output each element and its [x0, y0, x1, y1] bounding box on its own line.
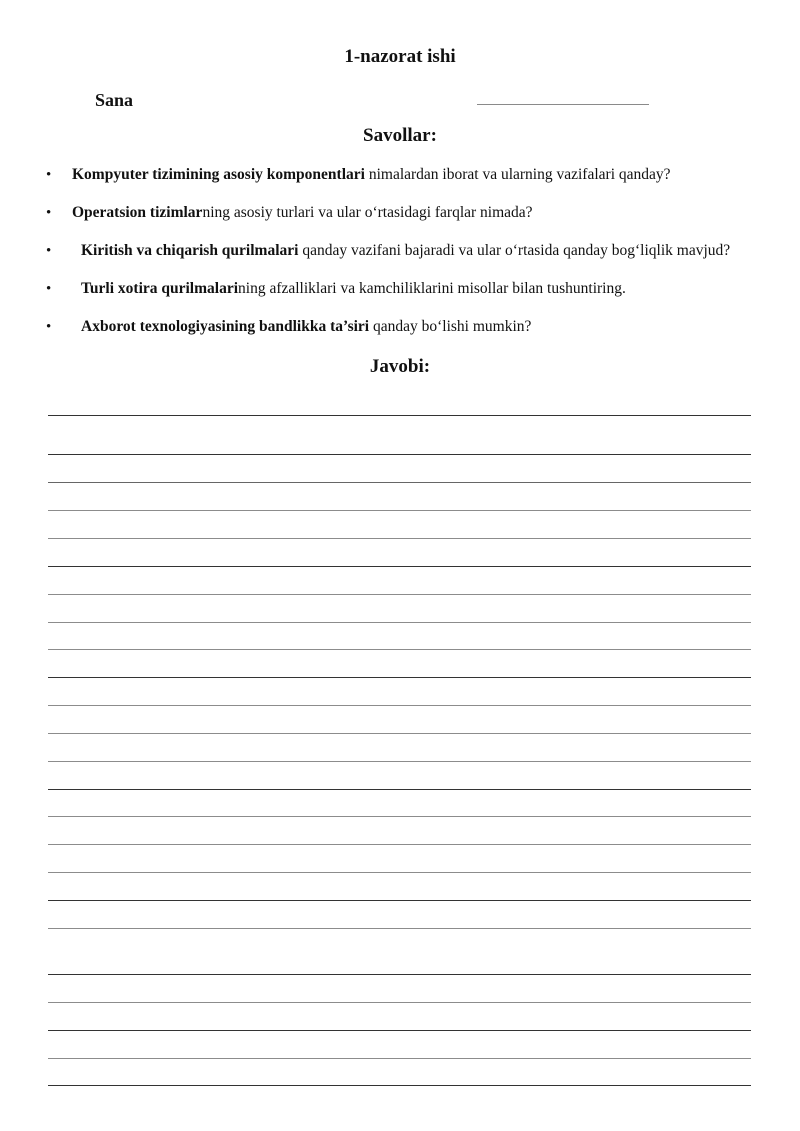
- question-rest: qanday vazifani bajaradi va ular o‘rtasida qanday bog‘liqlik mavjud?: [298, 242, 731, 259]
- question-item: [0, 164, 800, 202]
- bullet-icon: •: [46, 167, 52, 183]
- answer-line[interactable]: [48, 872, 751, 873]
- answer-line[interactable]: [48, 733, 751, 734]
- bullet-icon: •: [46, 281, 52, 297]
- answer-line[interactable]: [48, 566, 751, 567]
- answer-line[interactable]: [48, 1058, 751, 1059]
- answer-line[interactable]: [48, 649, 751, 650]
- bullet-icon: •: [46, 243, 52, 259]
- answer-line[interactable]: [48, 1002, 751, 1003]
- question-text: [81, 316, 531, 338]
- question-text: [81, 278, 626, 300]
- answer-line[interactable]: [48, 816, 751, 817]
- answer-line[interactable]: [48, 928, 751, 929]
- answer-line[interactable]: [48, 705, 751, 706]
- question-item: [0, 240, 800, 278]
- answer-line[interactable]: [48, 844, 751, 845]
- question-key-term: Turli xotira qurilmalari: [81, 280, 239, 297]
- answer-line[interactable]: [48, 594, 751, 595]
- answer-line[interactable]: [48, 454, 751, 455]
- question-key-term: Kiritish va chiqarish qurilmalari: [81, 242, 299, 259]
- answer-line[interactable]: [48, 510, 751, 511]
- question-rest: ning afzalliklari va kamchiliklarini misollar bilan tushuntiring.: [238, 280, 626, 297]
- answer-line[interactable]: [48, 789, 751, 790]
- question-text: [81, 240, 730, 262]
- question-rest: ning asosiy turlari va ular o‘rtasidagi farqlar nimada?: [202, 204, 533, 221]
- answer-line[interactable]: [48, 900, 751, 901]
- answer-line[interactable]: [48, 677, 751, 678]
- answers-heading: Javobi:: [369, 356, 431, 377]
- answer-line[interactable]: [48, 974, 751, 975]
- bullet-icon: •: [46, 319, 52, 335]
- question-item: [0, 316, 800, 354]
- question-rest: nimalardan iborat va ularning vazifalari qanday?: [364, 166, 671, 183]
- question-key-term: Operatsion tizimlar: [72, 204, 203, 221]
- question-item: [0, 278, 800, 316]
- document-title: 1-nazorat ishi: [344, 46, 456, 67]
- answer-line[interactable]: [48, 622, 751, 623]
- date-blank-line[interactable]: [477, 104, 649, 105]
- question-text: [72, 164, 671, 186]
- answer-line[interactable]: [48, 415, 751, 416]
- question-key-term: Kompyuter tizimining asosiy komponentlari: [72, 166, 365, 183]
- answer-line[interactable]: [48, 538, 751, 539]
- question-key-term: Axborot texnologiyasining bandlikka ta’siri: [81, 318, 370, 335]
- answer-line[interactable]: [48, 761, 751, 762]
- questions-list: [0, 164, 800, 354]
- answer-line[interactable]: [48, 1030, 751, 1031]
- bullet-icon: •: [46, 205, 52, 221]
- date-label: Sana: [95, 90, 134, 110]
- question-item: [0, 202, 800, 240]
- answer-line[interactable]: [48, 482, 751, 483]
- question-text: [72, 202, 533, 224]
- questions-heading: Savollar:: [363, 125, 437, 146]
- question-rest: qanday bo‘lishi mumkin?: [369, 318, 532, 335]
- answer-line[interactable]: [48, 1085, 751, 1086]
